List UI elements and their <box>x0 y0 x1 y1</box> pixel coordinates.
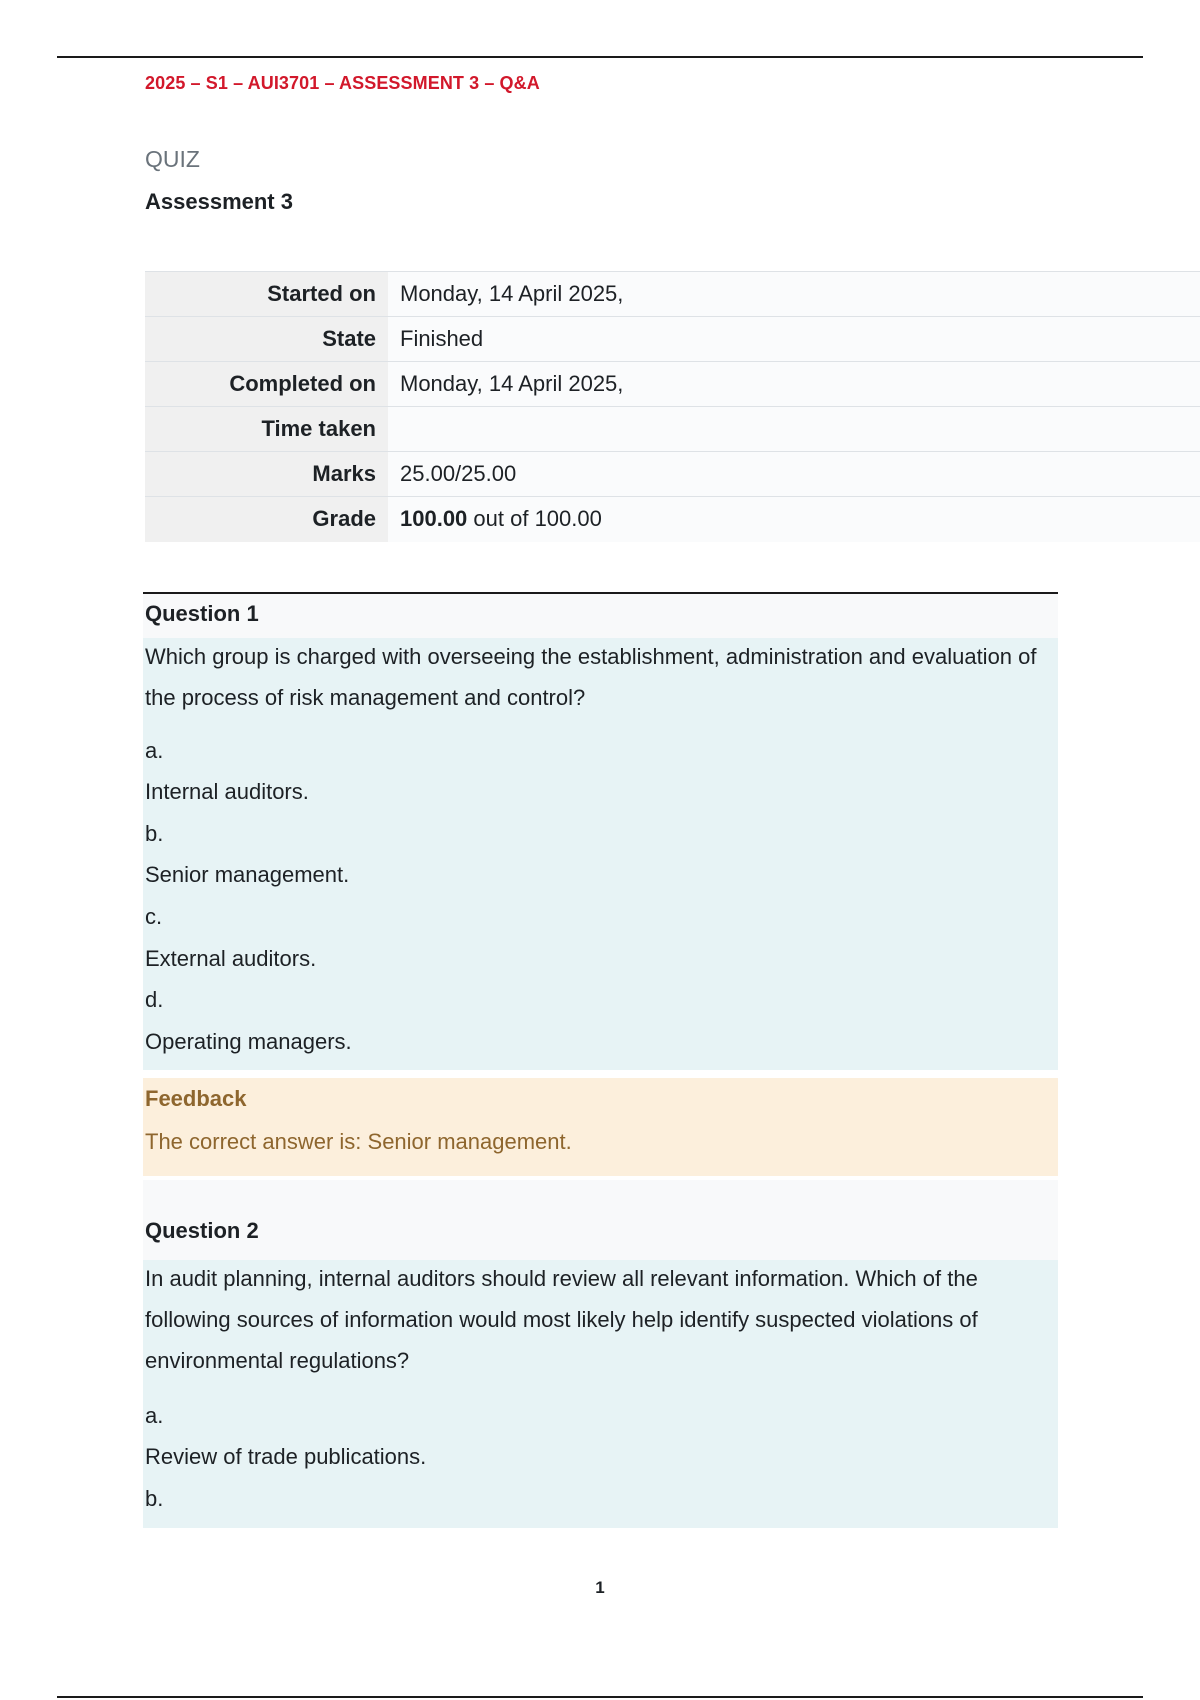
question-2-body <box>143 1260 1058 1528</box>
grade-out-of: out of 100.00 <box>467 506 602 532</box>
feedback-text: The correct answer is: Senior management. <box>145 1129 572 1154</box>
assessment-title: Assessment 3 <box>145 189 293 214</box>
question-1-header <box>143 594 1058 638</box>
grade-score: 100.00 <box>400 506 468 532</box>
summary-row-started <box>145 272 1200 317</box>
option-text[interactable]: Internal auditors. <box>145 779 309 804</box>
question-1-feedback <box>143 1078 1058 1176</box>
question-1-body <box>143 638 1058 1070</box>
feedback-title: Feedback <box>145 1086 247 1111</box>
question-title: Question 2 <box>145 1218 259 1243</box>
option-text[interactable]: Review of trade publications. <box>145 1444 427 1469</box>
summary-label: State <box>145 317 388 362</box>
summary-value: Monday, 14 April 2025, <box>388 272 1200 317</box>
summary-value: 25.00/25.00 <box>388 452 1200 497</box>
question-text: In audit planning, internal auditors should review all relevant information. Which of the following sources of information would most likely help identify suspected violations of environmental regulations? <box>145 1266 978 1373</box>
bottom-rule <box>57 1696 1143 1698</box>
option-text[interactable]: Senior management. <box>145 862 350 887</box>
summary-label: Marks <box>145 452 388 497</box>
quiz-label: QUIZ <box>145 146 200 172</box>
question-2-header <box>143 1180 1058 1260</box>
option-letter: d. <box>145 987 164 1012</box>
summary-row-completed <box>145 362 1200 407</box>
option-letter: b. <box>145 1486 164 1511</box>
summary-label: Grade <box>145 497 388 542</box>
summary-row-grade <box>145 497 1200 542</box>
question-title: Question 1 <box>145 601 259 626</box>
question-text: Which group is charged with overseeing the establishment, administration and evaluation of the process of risk management and control? <box>145 644 1037 710</box>
summary-row-marks <box>145 452 1200 497</box>
summary-row-time-taken <box>145 407 1200 452</box>
document-header: 2025 – S1 – AUI3701 – ASSESSMENT 3 – Q&A <box>145 73 540 93</box>
page-number: 1 <box>595 1578 605 1597</box>
option-letter: b. <box>145 821 164 846</box>
option-letter: a. <box>145 1403 164 1428</box>
summary-label: Time taken <box>145 407 388 452</box>
summary-value: Finished <box>388 317 1200 362</box>
summary-row-state <box>145 317 1200 362</box>
option-letter: c. <box>145 904 163 929</box>
option-text[interactable]: External auditors. <box>145 946 317 971</box>
summary-value: Monday, 14 April 2025, <box>388 362 1200 407</box>
top-rule <box>57 56 1143 58</box>
attempt-summary-table <box>145 271 1200 542</box>
option-text[interactable]: Operating managers. <box>145 1029 352 1054</box>
summary-value <box>388 497 1200 542</box>
summary-label: Started on <box>145 272 388 317</box>
option-letter: a. <box>145 738 164 763</box>
summary-label: Completed on <box>145 362 388 407</box>
summary-value <box>388 407 1200 452</box>
